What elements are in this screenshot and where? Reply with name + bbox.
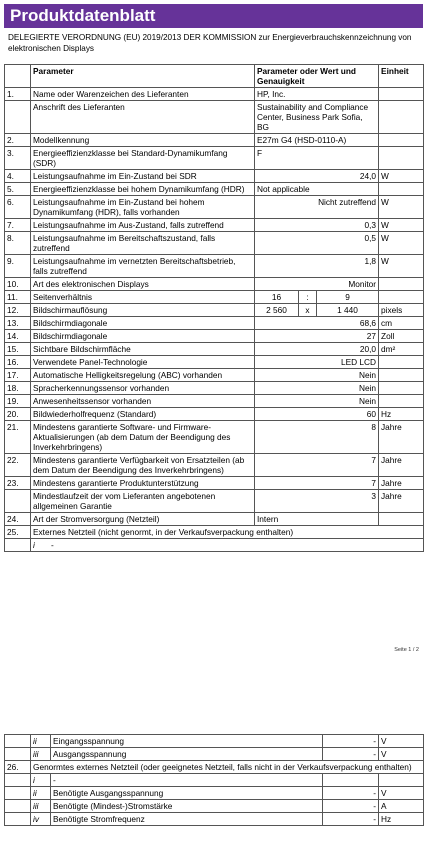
row-unit: Jahre: [379, 454, 424, 477]
table-row: [5, 196, 424, 219]
table-row: [5, 101, 424, 134]
row-value: Nein: [255, 369, 379, 382]
row-parameter: Name oder Warenzeichen des Lieferanten: [31, 88, 255, 101]
subrow-value: [323, 774, 379, 787]
row-number: 3.: [5, 147, 31, 170]
table-subrow: [5, 787, 424, 800]
row-number: 24.: [5, 513, 31, 526]
row-value: E27m G4 (HSD-0110-A): [255, 134, 379, 147]
row-number: 8.: [5, 232, 31, 255]
row-parameter: Anwesenheitssensor vorhanden: [31, 395, 255, 408]
row-number: [5, 539, 31, 552]
table-row: [5, 343, 424, 356]
row-parameter: Leistungsaufnahme im Bereitschaftszustand, falls zutreffend: [31, 232, 255, 255]
product-data-table-continued: [4, 734, 424, 826]
row-parameter: Mindestens garantierte Produktunterstützung: [31, 477, 255, 490]
row-value: HP, Inc.: [255, 88, 379, 101]
row-number: 18.: [5, 382, 31, 395]
row-value: 1,8: [255, 255, 379, 278]
subrow-unit: A: [379, 800, 424, 813]
row-number: 15.: [5, 343, 31, 356]
table-row: [5, 255, 424, 278]
table-row: [5, 454, 424, 477]
row-value: 7: [255, 477, 379, 490]
row-value: 0,5: [255, 232, 379, 255]
row-parameter: Bildschirmauflösung: [31, 304, 255, 317]
page-number: Seite 1 / 2: [394, 647, 419, 653]
subrow-roman: i: [33, 540, 35, 550]
row-number: 19.: [5, 395, 31, 408]
header-value: Parameter oder Wert und Genauigkeit: [255, 65, 379, 88]
row-number: 22.: [5, 454, 31, 477]
subrow-cell: [31, 539, 424, 552]
row-number: 7.: [5, 219, 31, 232]
table-row: [5, 291, 424, 304]
table-subrow: [5, 800, 424, 813]
row-number: [5, 735, 31, 748]
row-value: 24,0: [255, 170, 379, 183]
table-row: [5, 170, 424, 183]
row-number: 12.: [5, 304, 31, 317]
subrow-value: -: [323, 748, 379, 761]
row-number: [5, 101, 31, 134]
row-parameter: Art des elektronischen Displays: [31, 278, 255, 291]
row-unit: [379, 183, 424, 196]
row-parameter: Leistungsaufnahme im Ein-Zustand bei hohem Dynamikumfang (HDR), falls vorhanden: [31, 196, 255, 219]
row-number: 23.: [5, 477, 31, 490]
row-parameter: Anschrift des Lieferanten: [31, 101, 255, 134]
table-row: [5, 408, 424, 421]
row-parameter: Mindestlaufzeit der vom Lieferanten angebotenen allgemeinen Garantie: [31, 490, 255, 513]
row-value: 60: [255, 408, 379, 421]
row-unit: Zoll: [379, 330, 424, 343]
table-row: [5, 219, 424, 232]
subrow-unit: V: [379, 735, 424, 748]
row-number: 6.: [5, 196, 31, 219]
row-number: [5, 748, 31, 761]
table-row: [5, 147, 424, 170]
row-number: 16.: [5, 356, 31, 369]
row-number: [5, 774, 31, 787]
resolution-width: 2 560: [255, 304, 299, 317]
subrow-unit: V: [379, 787, 424, 800]
table-row: [5, 317, 424, 330]
header-parameter: Parameter: [31, 65, 255, 88]
subrow-label: Ausgangsspannung: [51, 748, 323, 761]
row-number: 4.: [5, 170, 31, 183]
row-number: 5.: [5, 183, 31, 196]
subrow-roman: i: [31, 774, 51, 787]
table-row: [5, 304, 424, 317]
subrow-label: Eingangsspannung: [51, 735, 323, 748]
row-unit: pixels: [379, 304, 424, 317]
row-number: 10.: [5, 278, 31, 291]
table-row: [5, 761, 424, 774]
row-unit: W: [379, 170, 424, 183]
row-number: [5, 787, 31, 800]
table-subrow: [5, 748, 424, 761]
resolution-height: 1 440: [317, 304, 379, 317]
row-unit: [379, 513, 424, 526]
row-value: Intern: [255, 513, 379, 526]
row-unit: [379, 356, 424, 369]
row-parameter: Spracherkennungssensor vorhanden: [31, 382, 255, 395]
row-parameter: Modellkennung: [31, 134, 255, 147]
row-parameter: Art der Stromversorgung (Netzteil): [31, 513, 255, 526]
row-value: 68,6: [255, 317, 379, 330]
table-row: [5, 477, 424, 490]
subrow-roman: iv: [31, 813, 51, 826]
row-value: Nein: [255, 382, 379, 395]
row-number: 9.: [5, 255, 31, 278]
header-unit: Einheit: [379, 65, 424, 88]
table-row: [5, 356, 424, 369]
row-parameter: Mindestens garantierte Software- und Firmware-Aktualisierungen (ab dem Datum der Beendigung des Inverkehrbringens): [31, 421, 255, 454]
row-value: 0,3: [255, 219, 379, 232]
row-parameter: Mindestens garantierte Verfügbarkeit von Ersatzteilen (ab dem Datum der Beendigung des Inverkehrbringens): [31, 454, 255, 477]
row-parameter: Verwendete Panel-Technologie: [31, 356, 255, 369]
row-number: 1.: [5, 88, 31, 101]
table-row: [5, 490, 424, 513]
row-number: 13.: [5, 317, 31, 330]
aspect-ratio-separator: :: [299, 291, 317, 304]
aspect-ratio-width: 16: [255, 291, 299, 304]
table-row: [5, 369, 424, 382]
row-value: Nein: [255, 395, 379, 408]
row-parameter: Genormtes externes Netzteil (oder geeignetes Netzteil, falls nicht in der Verkaufsverpackung enthalten): [31, 761, 424, 774]
row-parameter: Leistungsaufnahme im Ein-Zustand bei SDR: [31, 170, 255, 183]
row-unit: [379, 291, 424, 304]
subrow-roman: ii: [31, 787, 51, 800]
row-number: 17.: [5, 369, 31, 382]
row-number: 20.: [5, 408, 31, 421]
row-unit: [379, 134, 424, 147]
row-parameter: Bildwiederholfrequenz (Standard): [31, 408, 255, 421]
row-parameter: Leistungsaufnahme im vernetzten Bereitschaftsbetrieb, falls zutreffend: [31, 255, 255, 278]
row-value: Not applicable: [255, 183, 379, 196]
row-unit: W: [379, 196, 424, 219]
row-unit: Jahre: [379, 490, 424, 513]
row-parameter: Automatische Helligkeitsregelung (ABC) vorhanden: [31, 369, 255, 382]
subrow-value: -: [323, 787, 379, 800]
page-title: Produktdatenblatt: [4, 4, 423, 28]
resolution-separator: x: [299, 304, 317, 317]
table-row: [5, 183, 424, 196]
subrow-roman: ii: [31, 735, 51, 748]
table-row: [5, 278, 424, 291]
table-row: [5, 395, 424, 408]
row-unit: W: [379, 219, 424, 232]
row-unit: [379, 369, 424, 382]
header-no: [5, 65, 31, 88]
row-number: 21.: [5, 421, 31, 454]
regulation-subtitle: DELEGIERTE VERORDNUNG (EU) 2019/2013 DER KOMMISSION zur Energieverbrauchskennzeichnung von elektronischen Displays: [8, 33, 412, 53]
table-row: [5, 421, 424, 454]
row-value: Nicht zutreffend: [255, 196, 379, 219]
subrow-label: -: [51, 540, 54, 550]
row-parameter: Energieeffizienzklasse bei Standard-Dynamikumfang (SDR): [31, 147, 255, 170]
table-row: [5, 526, 424, 539]
row-unit: W: [379, 232, 424, 255]
subrow-value: -: [323, 735, 379, 748]
row-value: Sustainability and Compliance Center, Business Park Sofia, BG: [255, 101, 379, 134]
table-header-row: [5, 65, 424, 88]
row-value: 27: [255, 330, 379, 343]
table-subrow: [5, 813, 424, 826]
table-row: [5, 232, 424, 255]
row-parameter: Seitenverhältnis: [31, 291, 255, 304]
row-unit: [379, 147, 424, 170]
subrow-label: Benötigte Stromfrequenz: [51, 813, 323, 826]
row-value: Monitor: [255, 278, 379, 291]
table-row: [5, 88, 424, 101]
subrow-roman: iii: [31, 748, 51, 761]
row-value: 20,0: [255, 343, 379, 356]
row-parameter: Energieeffizienzklasse bei hohem Dynamikumfang (HDR): [31, 183, 255, 196]
row-unit: [379, 382, 424, 395]
row-unit: [379, 88, 424, 101]
row-value: 8: [255, 421, 379, 454]
aspect-ratio-height: 9: [317, 291, 379, 304]
row-unit: Jahre: [379, 421, 424, 454]
subrow-label: -: [51, 774, 323, 787]
row-unit: cm: [379, 317, 424, 330]
row-unit: Jahre: [379, 477, 424, 490]
row-number: 2.: [5, 134, 31, 147]
row-unit: [379, 278, 424, 291]
row-value: 7: [255, 454, 379, 477]
row-parameter: Bildschirmdiagonale: [31, 317, 255, 330]
row-parameter: Sichtbare Bildschirmfläche: [31, 343, 255, 356]
subrow-roman: iii: [31, 800, 51, 813]
row-parameter: Bildschirmdiagonale: [31, 330, 255, 343]
row-number: [5, 813, 31, 826]
table-subrow: [5, 539, 424, 552]
subrow-unit: Hz: [379, 813, 424, 826]
table-row: [5, 513, 424, 526]
subrow-value: -: [323, 800, 379, 813]
subrow-value: -: [323, 813, 379, 826]
row-parameter: Externes Netzteil (nicht genormt, in der Verkaufsverpackung enthalten): [31, 526, 424, 539]
table-subrow: [5, 774, 424, 787]
table-subrow: [5, 735, 424, 748]
row-number: 11.: [5, 291, 31, 304]
row-number: 25.: [5, 526, 31, 539]
subrow-unit: [379, 774, 424, 787]
table-row: [5, 330, 424, 343]
row-unit: [379, 101, 424, 134]
product-data-table: [4, 64, 424, 552]
row-unit: Hz: [379, 408, 424, 421]
row-number: 14.: [5, 330, 31, 343]
subrow-label: Benötigte (Mindest-)Stromstärke: [51, 800, 323, 813]
row-number: [5, 800, 31, 813]
table-row: [5, 134, 424, 147]
row-value: F: [255, 147, 379, 170]
table-row: [5, 382, 424, 395]
row-unit: dm²: [379, 343, 424, 356]
row-unit: [379, 395, 424, 408]
row-parameter: Leistungsaufnahme im Aus-Zustand, falls zutreffend: [31, 219, 255, 232]
row-value: 3: [255, 490, 379, 513]
row-value: LED LCD: [255, 356, 379, 369]
row-number: [5, 490, 31, 513]
subrow-label: Benötigte Ausgangsspannung: [51, 787, 323, 800]
row-unit: W: [379, 255, 424, 278]
subrow-unit: V: [379, 748, 424, 761]
row-number: 26.: [5, 761, 31, 774]
